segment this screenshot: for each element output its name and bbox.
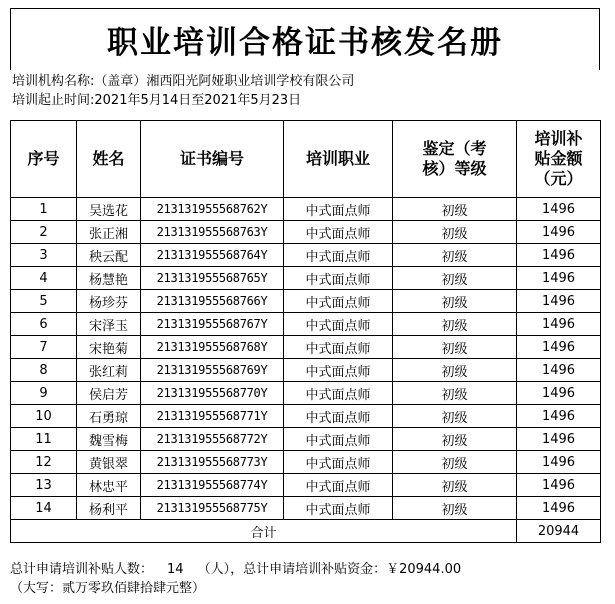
summary-line	[10, 562, 461, 577]
cell-job: 中式面点师	[284, 198, 393, 221]
cell-name: 侯启芳	[77, 382, 141, 405]
header-name: 姓名	[77, 121, 141, 198]
cell-no: 9	[11, 382, 77, 405]
cell-level: 初级	[393, 359, 517, 382]
org-line	[12, 74, 354, 89]
cell-amount: 1496	[517, 244, 601, 267]
cell-level: 初级	[393, 497, 517, 520]
cell-no: 11	[11, 428, 77, 451]
cell-cert: 213131955568764Y	[141, 244, 284, 267]
cell-amount: 1496	[517, 451, 601, 474]
table-row	[11, 336, 601, 359]
period-value: 2021年5月14日至2021年5月23日	[94, 93, 302, 108]
cell-job: 中式面点师	[284, 497, 393, 520]
cell-cert: 213131955568762Y	[141, 198, 284, 221]
total-row	[11, 520, 601, 543]
org-label: 培训机构名称:	[12, 74, 95, 89]
total-label: 合计	[11, 520, 517, 543]
table-row	[11, 428, 601, 451]
cell-amount: 1496	[517, 497, 601, 520]
table-row	[11, 290, 601, 313]
count-label: 总计申请培训补贴人数：	[10, 562, 154, 577]
table-row	[11, 198, 601, 221]
cell-amount: 1496	[517, 313, 601, 336]
cell-level: 初级	[393, 221, 517, 244]
page-title: 职业培训合格证书核发名册	[107, 25, 503, 61]
cell-name: 杨慧艳	[77, 267, 141, 290]
table-row	[11, 405, 601, 428]
cell-job: 中式面点师	[284, 267, 393, 290]
cell-amount: 1496	[517, 382, 601, 405]
cell-job: 中式面点师	[284, 428, 393, 451]
cell-no: 4	[11, 267, 77, 290]
table-row	[11, 359, 601, 382]
cell-job: 中式面点师	[284, 474, 393, 497]
title-cell	[10, 8, 600, 70]
cell-cert: 213131955568774Y	[141, 474, 284, 497]
count-value: 14	[167, 562, 184, 577]
cell-no: 8	[11, 359, 77, 382]
table-row	[11, 497, 601, 520]
cell-name: 宋泽玉	[77, 313, 141, 336]
cell-job: 中式面点师	[284, 221, 393, 244]
cell-cert: 213131955568763Y	[141, 221, 284, 244]
cell-job: 中式面点师	[284, 290, 393, 313]
cell-job: 中式面点师	[284, 336, 393, 359]
cell-cert: 213131955568765Y	[141, 267, 284, 290]
cell-cert: 213131955568769Y	[141, 359, 284, 382]
cell-amount: 1496	[517, 221, 601, 244]
cell-level: 初级	[393, 451, 517, 474]
cell-level: 初级	[393, 405, 517, 428]
fund-label: 总计申请培训补贴资金：	[243, 562, 387, 577]
cell-job: 中式面点师	[284, 313, 393, 336]
cell-cert: 213131955568771Y	[141, 405, 284, 428]
cell-level: 初级	[393, 336, 517, 359]
period-label: 培训起止时间:	[12, 93, 95, 108]
cell-no: 7	[11, 336, 77, 359]
cell-no: 3	[11, 244, 77, 267]
cell-cert: 213131955568766Y	[141, 290, 284, 313]
cell-amount: 1496	[517, 405, 601, 428]
table-header-row	[11, 121, 601, 198]
table-row	[11, 382, 601, 405]
cell-amount: 1496	[517, 198, 601, 221]
cell-amount: 1496	[517, 290, 601, 313]
uppercase-line	[10, 581, 205, 596]
table-body	[11, 198, 601, 543]
header-job: 培训职业	[284, 121, 393, 198]
cell-no: 1	[11, 198, 77, 221]
cell-name: 石勇琼	[77, 405, 141, 428]
table-row	[11, 221, 601, 244]
period-line	[12, 93, 301, 108]
cell-name: 杨利平	[77, 497, 141, 520]
cell-amount: 1496	[517, 359, 601, 382]
cell-level: 初级	[393, 382, 517, 405]
header-level: 鉴定（考核）等级	[393, 121, 517, 198]
cell-name: 黄银翠	[77, 451, 141, 474]
table-row	[11, 474, 601, 497]
total-value: 20944	[517, 520, 601, 543]
cell-amount: 1496	[517, 336, 601, 359]
cell-amount: 1496	[517, 267, 601, 290]
cell-name: 张红莉	[77, 359, 141, 382]
cell-amount: 1496	[517, 474, 601, 497]
count-unit: （人），	[197, 562, 244, 577]
cell-no: 6	[11, 313, 77, 336]
cell-level: 初级	[393, 267, 517, 290]
table-row	[11, 267, 601, 290]
cell-cert: 213131955568773Y	[141, 451, 284, 474]
cell-level: 初级	[393, 198, 517, 221]
cell-level: 初级	[393, 474, 517, 497]
cell-level: 初级	[393, 290, 517, 313]
cell-cert: 213131955568775Y	[141, 497, 284, 520]
cell-job: 中式面点师	[284, 382, 393, 405]
cell-no: 2	[11, 221, 77, 244]
cell-no: 13	[11, 474, 77, 497]
cell-name: 张正湘	[77, 221, 141, 244]
cell-name: 魏雪梅	[77, 428, 141, 451]
header-cert: 证书编号	[141, 121, 284, 198]
cell-no: 10	[11, 405, 77, 428]
table-row	[11, 451, 601, 474]
cell-cert: 213131955568772Y	[141, 428, 284, 451]
cell-cert: 213131955568767Y	[141, 313, 284, 336]
cell-job: 中式面点师	[284, 405, 393, 428]
fund-value: ￥20944.00	[386, 562, 462, 577]
cell-no: 14	[11, 497, 77, 520]
cell-name: 宋艳菊	[77, 336, 141, 359]
certificate-table	[10, 120, 601, 543]
cell-name: 吴选花	[77, 198, 141, 221]
cell-job: 中式面点师	[284, 451, 393, 474]
cell-cert: 213131955568768Y	[141, 336, 284, 359]
uppercase-amount: （大写：贰万零玖佰肆拾肆元整）	[10, 581, 206, 596]
cell-level: 初级	[393, 244, 517, 267]
cell-cert: 213131955568770Y	[141, 382, 284, 405]
cell-level: 初级	[393, 313, 517, 336]
cell-no: 12	[11, 451, 77, 474]
table-row	[11, 244, 601, 267]
header-amount: 培训补贴金额（元）	[517, 121, 601, 198]
cell-amount: 1496	[517, 428, 601, 451]
cell-name: 秧云配	[77, 244, 141, 267]
org-value: （盖章）湘西阳光阿娅职业培训学校有限公司	[94, 74, 355, 89]
cell-job: 中式面点师	[284, 359, 393, 382]
cell-no: 5	[11, 290, 77, 313]
cell-job: 中式面点师	[284, 244, 393, 267]
cell-level: 初级	[393, 428, 517, 451]
header-no: 序号	[11, 121, 77, 198]
table-row	[11, 313, 601, 336]
cell-name: 林忠平	[77, 474, 141, 497]
cell-name: 杨珍芬	[77, 290, 141, 313]
